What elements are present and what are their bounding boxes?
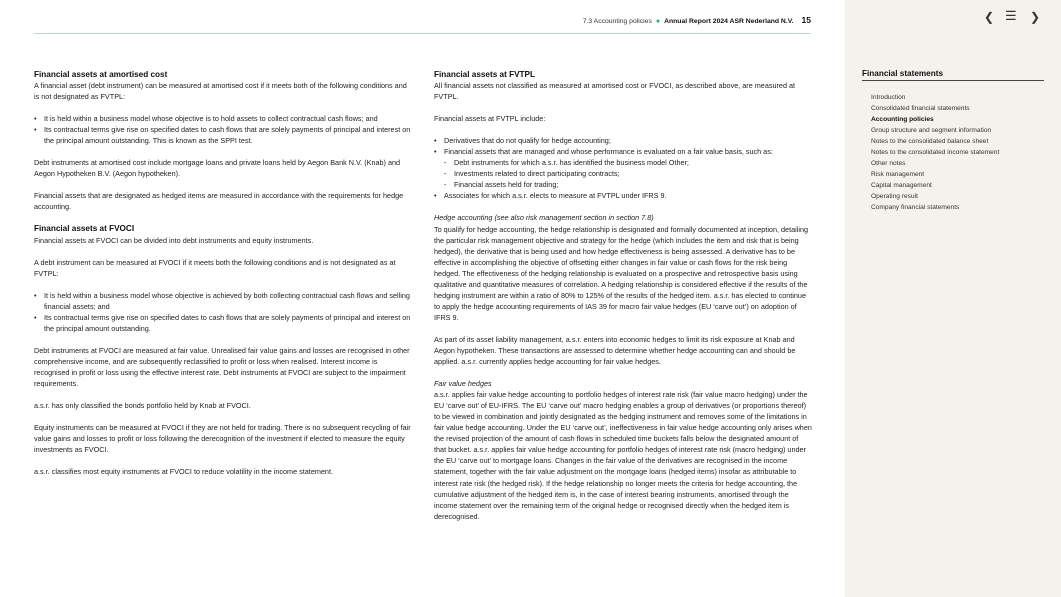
hedge-accounting-heading: Hedge accounting (see also risk management section in section 7.8) [434, 213, 654, 223]
list-item: • Its contractual terms give rise on specified dates to cash flows that are solely payments of principal and interest on the principal amount outstanding. This is known as the SPPI test. [44, 124, 412, 146]
fvtpl-intro: All financial assets not classified as measured at amortised cost or FVOCI, as described above, are measured at FVTPL. [434, 81, 796, 102]
sub-list-item: - Financial assets held for trading; [454, 179, 812, 190]
list-item: • It is held within a business model whose objective is to hold assets to collect contractual cash flows; and [44, 113, 412, 124]
sidebar-item-notes-income-statement[interactable]: Notes to the consolidated income statement [871, 149, 1000, 157]
hedge-paragraph-2: As part of its asset liability management, a.s.r. enters into economic hedges to limit its risk exposure at Knab and Aegon hypotheken. These transactions are assessed to determine whether hedge accounting can and should be applied. a.s.r. currently applies hedge accounting for fair value hedges. [434, 334, 796, 367]
chevron-left-icon[interactable]: ❮ [984, 10, 995, 24]
sidebar-item-introduction[interactable]: Introduction [871, 94, 906, 101]
right-column [434, 69, 812, 533]
sidebar-item-capital-management[interactable]: Capital management [871, 182, 932, 190]
fvoci-paragraph-4: a.s.r. has only classified the bonds portfolio held by Knab at FVOCI. [34, 401, 251, 411]
fvtpl-include: Financial assets at FVTPL include: [434, 114, 546, 124]
amortised-paragraph-2: Debt instruments at amortised cost include mortgage loans and private loans held by Aegon Bank N.V. (Knab) and Aegon Hypotheken B.V. (Aegon hypotheken). [34, 158, 401, 179]
sub-list-item: - Debt instruments for which a.s.r. has identified the business model Other; [454, 157, 812, 168]
list-item: • Associates for which a.s.r. elects to measure at FVTPL under IFRS 9. [444, 190, 812, 201]
amortised-intro: A financial asset (debt instrument) can be measured at amortised cost if it meets both of the following conditions and is not designated as FVTPL: [34, 81, 407, 102]
amortised-conditions-list [34, 113, 412, 146]
fair-value-hedges-paragraph: a.s.r. applies fair value hedge accounting to portfolio hedges of interest rate risk (fair value macro hedging) under the EU ‘carve out’ of EU-IFRS. The EU ‘carve out’ macro hedging enables a group of derivatives (or proportions thereof) to be viewed in combination and jointly designated as the hedging instrument and removes some of the limitations in fair value hedge accounting. Under the EU ‘carve out’, ineffectiveness in fair value hedge accounting only arises when the revised projection of the amount of cash flows in scheduled time buckets falls below the designated amount of that bucket. a.s.r. applies fair value hedge accounting for portfolio hedges of interest rate risk (macro hedging) under the EU ‘carve out’ to mortgage loans. Changes in the fair value of the derivatives are recognised in the income statement, together with the fair value adjustment on the mortgage loans (hedged items) insofar as attributable to interest rate risk (the hedged risk). If the hedge relationship no longer meets the criteria for hedge accounting, the cumulative adjustment of the hedged item is, in the case of interest bearing instruments, amortised through the income statement over the remaining term of the original hedge or recognised directly when the hedged item is derecognised. [434, 390, 812, 521]
fvoci-intro: Financial assets at FVOCI can be divided into debt instruments and equity instruments. [34, 235, 314, 245]
header-report-title: Annual Report 2024 ASR Nederland N.V. [664, 18, 794, 25]
fvoci-paragraph-2: A debt instrument can be measured at FVOCI if it meets both the following conditions and is not designated as at FVTPL: [34, 257, 396, 278]
fvtpl-heading: Financial assets at FVTPL [434, 70, 536, 79]
dot-separator-icon: ● [655, 18, 661, 25]
fvoci-conditions-list [34, 290, 412, 334]
fvtpl-sub-list [444, 157, 812, 190]
hedge-paragraph-1: To qualify for hedge accounting, the hedge relationship is designated and formally documented at inception, detailing the particular risk management objective and strategy for the hedge (which includes the item and risk that is being hedged), the derivative that is being used and how hedge effectiveness is being assessed. A derivative has to be effective in accomplishing the objective of offsetting either changes in fair value or cash flows for the risk being hedged. The effectiveness of the hedging relationship is evaluated on a prospective and retrospective basis using qualitative and quantitative measures of correlation. A hedging relationship is considered effective if the results of the hedging instrument are within a ratio of 80% to 125% of the results of the hedged item. a.s.r. has elected to continue to apply the hedge accounting requirements of IAS 39 for macro fair value hedges (EU ‘carve out’) on adoption of IFRS 9. [434, 224, 809, 322]
sidebar-title: Financial statements [862, 69, 1044, 81]
chevron-right-icon[interactable]: ❯ [1030, 10, 1041, 24]
fvoci-paragraph-5: Equity instruments can be measured at FVOCI if they are not held for trading. There is no subsequent recycling of fair value gains and losses to profit or loss following the derecognition of the investment if elected to measure the equity investments as FVOCI. [34, 423, 411, 455]
sidebar-item-other-notes[interactable]: Other notes [871, 160, 906, 168]
list-item: • Derivatives that do not qualify for hedge accounting; [444, 135, 812, 146]
header-section: 7.3 Accounting policies [582, 18, 652, 25]
fvtpl-list [434, 135, 812, 201]
sub-list-item: - Investments related to direct participating contracts; [454, 168, 812, 179]
sidebar-item-operating-result[interactable]: Operating result [871, 193, 918, 201]
sidebar-item-company-financial-statements[interactable]: Company financial statements [871, 204, 960, 212]
amortised-cost-heading: Financial assets at amortised cost [34, 70, 168, 79]
list-item: • It is held within a business model whose objective is achieved by both collecting contractual cash flows and selling financial assets; and [44, 290, 412, 312]
sidebar-nav [871, 92, 1053, 214]
list-item-text: Financial assets that are managed and whose performance is evaluated on a fair value basis, such as: [444, 147, 773, 157]
fair-value-hedges-heading: Fair value hedges [434, 379, 492, 389]
amortised-paragraph-3: Financial assets that are designated as hedged items are measured in accordance with the requirements for hedge accounting. [34, 191, 404, 212]
fvoci-heading: Financial assets at FVOCI [34, 224, 135, 234]
left-column [34, 69, 412, 488]
fvoci-paragraph-6: a.s.r. classifies most equity instruments at FVOCI to reduce volatility in the income statement. [34, 467, 333, 477]
fvoci-paragraph-3: Debt instruments at FVOCI are measured at fair value. Unrealised fair value gains and losses are recognised in other comprehensive income, and are subsequently reclassified to profit or loss when realised. Interest income is recognised in profit or loss using the effective interest rate. Debt instruments at FVOCI are subject to the impairment requirements. [34, 345, 410, 388]
sidebar-item-consolidated-financial-statements[interactable]: Consolidated financial statements [871, 105, 970, 113]
page-header [34, 14, 811, 34]
header-text [583, 15, 811, 25]
sidebar-item-risk-management[interactable]: Risk management [871, 171, 925, 179]
menu-icon[interactable]: ☰ [1005, 8, 1017, 23]
list-item: • Its contractual terms give rise on specified dates to cash flows that are solely payments of principal and interest on the principal amount outstanding. [44, 312, 412, 334]
sidebar [845, 0, 1061, 597]
sidebar-item-group-structure[interactable]: Group structure and segment information [871, 127, 992, 135]
list-item [444, 146, 812, 190]
sidebar-item-notes-balance-sheet[interactable]: Notes to the consolidated balance sheet [871, 138, 989, 146]
page-number: 15 [801, 15, 811, 25]
sidebar-item-accounting-policies[interactable]: Accounting policies [871, 116, 934, 124]
